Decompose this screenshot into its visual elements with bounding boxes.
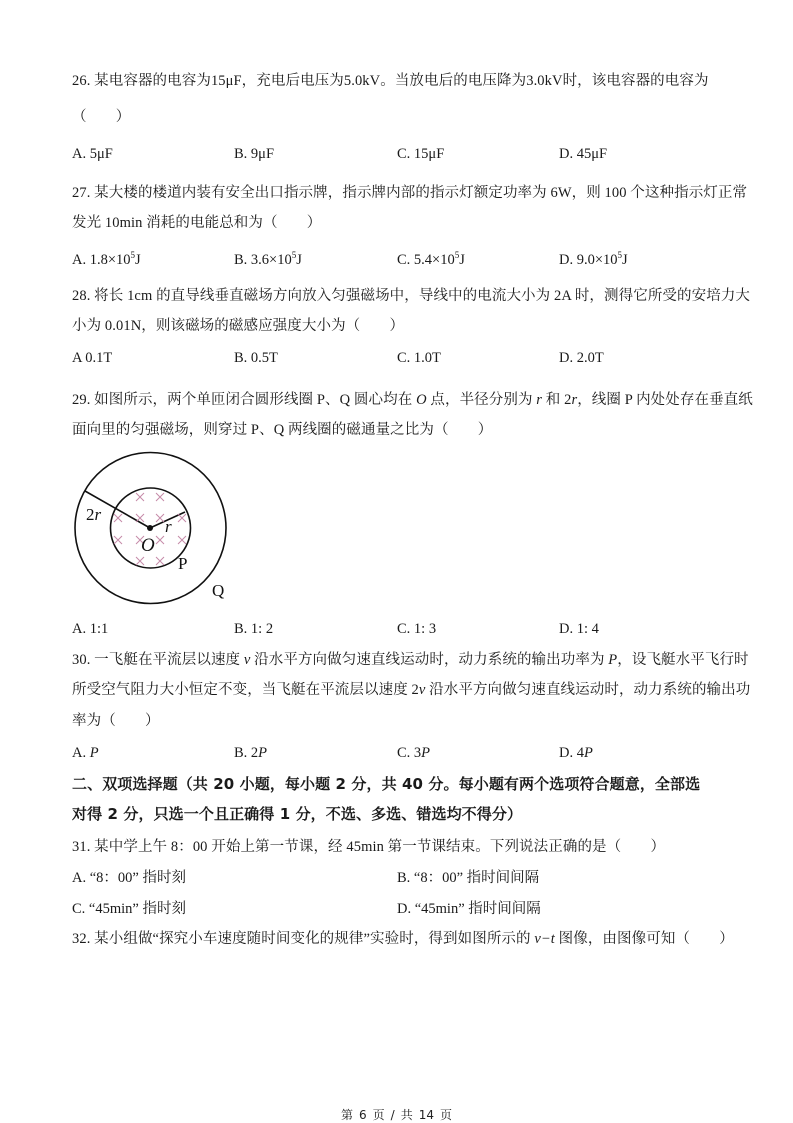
page-footer xyxy=(0,1106,793,1123)
q32-text: 32. 某小组做“探究小车速度随时间变化的规律”实验时，得到如图所示的 xyxy=(72,931,535,947)
q30-text: ，设飞艇水平飞行时 xyxy=(617,652,749,668)
q27-option-d-exp: 5 xyxy=(617,250,623,260)
q27-option-d-unit: J xyxy=(622,252,628,268)
label-o: O xyxy=(141,535,155,556)
q29-var-r: r xyxy=(536,392,543,408)
q30-text: 沿水平方向做匀速直线运动时，动力系统的输出功率为 xyxy=(250,652,609,668)
q32-var-vt: v−t xyxy=(534,931,555,947)
footer-text: 页 xyxy=(440,1108,453,1122)
center-point-o xyxy=(147,525,153,531)
cross-mark-icon xyxy=(136,493,144,501)
section2-heading-line1: 二、双项选择题（共 20 小题，每小题 2 分，共 40 分。每小题有两个选项符合题意，全部选 xyxy=(72,775,701,793)
q27-option-b-base: B. 3.6×10 xyxy=(234,252,292,268)
label-q: Q xyxy=(212,581,225,600)
q26-option-d[interactable]: D. 45μF xyxy=(559,146,608,162)
q28-option-b[interactable]: B. 0.5T xyxy=(234,350,278,366)
q30-option-d-var: P xyxy=(583,745,593,761)
q30-option-a-label: A. xyxy=(72,745,90,761)
footer-text: 页 xyxy=(372,1108,385,1122)
cross-mark-icon xyxy=(114,536,122,544)
q27-option-b-exp: 5 xyxy=(291,250,297,260)
q30-text: 沿水平方向做匀速直线运动时，动力系统的输出功 xyxy=(425,682,751,698)
q29-text: 点，半径分别为 xyxy=(426,392,537,408)
q29-stem-line2: 面向里的匀强磁场，则穿过 P、Q 两线圈的磁通量之比为（ ） xyxy=(72,422,493,438)
q30-option-d[interactable] xyxy=(559,744,593,762)
q29-option-b[interactable]: B. 1: 2 xyxy=(234,621,274,637)
q29-option-a[interactable]: A. 1:1 xyxy=(72,621,109,637)
q30-option-c-label: C. 3 xyxy=(397,745,422,761)
cross-mark-icon xyxy=(114,514,122,522)
q30-text: 所受空气阻力大小恒定不变，当飞艇在平流层以速度 2 xyxy=(72,682,419,698)
q27-option-a-exp: 5 xyxy=(130,250,136,260)
q31-option-c[interactable]: C. “45min” 指时刻 xyxy=(72,901,186,917)
q30-option-b-var: P xyxy=(258,745,268,761)
q27-option-d-base: D. 9.0×10 xyxy=(559,252,618,268)
q32-stem-line1 xyxy=(72,930,734,948)
q26-option-b[interactable]: B. 9μF xyxy=(234,146,275,162)
q26-stem-line1: 26. 某电容器的电容为15μF，充电后电压为5.0kV。当放电后的电压降为3.0kV时，该电容器的电容为 xyxy=(72,73,709,89)
q28-option-d[interactable]: D. 2.0T xyxy=(559,350,604,366)
cross-mark-icon xyxy=(156,493,164,501)
q30-option-d-label: D. 4 xyxy=(559,745,584,761)
q27-option-a-unit: J xyxy=(135,252,141,268)
cross-mark-icon xyxy=(178,514,186,522)
q28-option-c[interactable]: C. 1.0T xyxy=(397,350,441,366)
q31-option-d[interactable]: D. “45min” 指时间间隔 xyxy=(397,901,541,917)
q29-text: ，线圈 P 内处处存在垂直纸 xyxy=(577,392,753,408)
q30-stem-line2 xyxy=(72,681,750,699)
q30-text: 30. 一飞艇在平流层以速度 xyxy=(72,652,244,668)
q26-option-a[interactable]: A. 5μF xyxy=(72,146,113,162)
footer-text: 共 xyxy=(400,1108,413,1122)
cross-mark-icon xyxy=(156,557,164,565)
q29-option-c[interactable]: C. 1: 3 xyxy=(397,621,437,637)
q27-option-a-base: A. 1.8×10 xyxy=(72,252,131,268)
cross-mark-icon xyxy=(136,557,144,565)
footer-text: 第 xyxy=(340,1108,353,1122)
q29-text: 29. 如图所示，两个单匝闭合圆形线圈 P、Q 圆心均在 xyxy=(72,392,417,408)
q30-option-b[interactable] xyxy=(234,744,267,762)
q29-option-d[interactable]: D. 1: 4 xyxy=(559,621,599,637)
label-r: r xyxy=(165,517,172,536)
current-page-number: 6 xyxy=(359,1108,367,1122)
q27-stem-line1: 27. 某大楼的楼道内装有安全出口指示牌，指示牌内部的指示灯额定功率为 6W，则 100 个这种指示灯正常 xyxy=(72,185,748,201)
q29-var-r: r xyxy=(571,392,578,408)
q31-stem-line1: 31. 某中学上午 8：00 开始上第一节课，经 45min 第一节课结束。下列说法正确的是（ ） xyxy=(72,839,666,855)
label-2r: 2r xyxy=(86,505,102,524)
q27-stem-line2: 发光 10min 消耗的电能总和为（ ） xyxy=(72,215,322,231)
cross-mark-icon xyxy=(178,536,186,544)
q26-option-c[interactable]: C. 15μF xyxy=(397,146,445,162)
q30-option-a[interactable] xyxy=(72,744,99,762)
q27-option-c-exp: 5 xyxy=(454,250,460,260)
cross-mark-icon xyxy=(156,536,164,544)
label-p: P xyxy=(178,554,188,573)
q30-option-c-var: P xyxy=(421,745,431,761)
section2-heading-line2: 对得 2 分，只选一个且正确得 1 分，不选、多选、错选均不得分） xyxy=(72,805,523,823)
q31-option-b[interactable]: B. “8：00” 指时间间隔 xyxy=(397,870,540,886)
q26-stem-line2: （ ） xyxy=(72,109,131,125)
footer-separator: / xyxy=(390,1108,395,1122)
q30-stem-line1 xyxy=(72,651,749,669)
q27-option-c-base: C. 5.4×10 xyxy=(397,252,455,268)
q29-text: 和 2 xyxy=(542,392,572,408)
q27-option-c-unit: J xyxy=(459,252,465,268)
q28-stem-line1: 28. 将长 1cm 的直导线垂直磁场方向放入匀强磁场中，导线中的电流大小为 2A 时，测得它所受的安培力大 xyxy=(72,288,751,304)
cross-mark-icon xyxy=(136,514,144,522)
total-pages-number: 14 xyxy=(418,1108,434,1122)
q30-option-b-label: B. 2 xyxy=(234,745,259,761)
cross-mark-icon xyxy=(156,514,164,522)
q28-option-a[interactable]: A 0.1T xyxy=(72,350,113,366)
q30-stem-line3: 率为（ ） xyxy=(72,713,160,729)
q30-option-c[interactable] xyxy=(397,744,430,762)
q30-var-v: v xyxy=(418,682,426,698)
q29-var-o: O xyxy=(416,392,427,408)
q30-option-a-var: P xyxy=(89,745,99,761)
q32-text: 图像，由图像可知（ ） xyxy=(554,931,734,947)
q30-var-p: P xyxy=(608,652,618,668)
q31-option-a[interactable]: A. “8：00” 指时刻 xyxy=(72,870,186,886)
q27-option-b-unit: J xyxy=(296,252,302,268)
q30-var-v: v xyxy=(243,652,251,668)
q28-stem-line2: 小为 0.01N，则该磁场的磁感应强度大小为（ ） xyxy=(72,318,405,334)
